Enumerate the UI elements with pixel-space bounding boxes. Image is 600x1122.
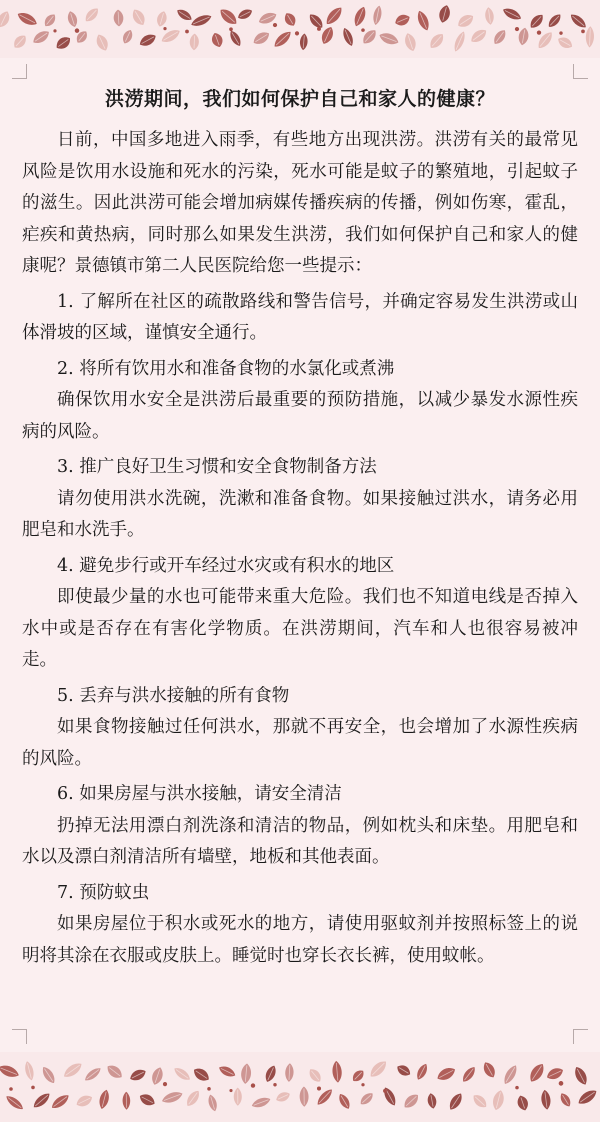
tip-2-body: 确保饮用水安全是洪涝后最重要的预防措施，以减少暴发水源性疾病的风险。 xyxy=(22,390,578,442)
bottom-floral-border xyxy=(0,1052,600,1122)
tip-7-heading: 7. 预防蚊虫 xyxy=(57,882,150,903)
article-title: 洪涝期间，我们如何保护自己和家人的健康？ xyxy=(104,88,495,110)
crop-mark xyxy=(573,1029,588,1044)
crop-mark xyxy=(12,1029,27,1044)
top-floral-border xyxy=(0,0,600,58)
crop-mark xyxy=(12,64,27,79)
tip-2-heading: 2. 将所有饮用水和准备食物的水氯化或煮沸 xyxy=(57,358,395,379)
tip-5-heading: 5. 丢弃与洪水接触的所有食物 xyxy=(57,685,290,706)
leaf-pattern-icon xyxy=(0,1052,600,1122)
article xyxy=(22,84,578,972)
tip-1-heading: 1. 了解所在社区的疏散路线和警告信号，并确定容易发生洪涝或山体滑坡的区域，谨慎安全通行。 xyxy=(22,291,578,343)
tip-6-body: 扔掉无法用漂白剂洗涤和清洁的物品，例如枕头和床垫。用肥皂和水以及漂白剂清洁所有墙壁，地板和其他表面。 xyxy=(22,815,578,867)
tip-4-heading: 4. 避免步行或开车经过水灾或有积水的地区 xyxy=(57,555,395,576)
tip-6-heading: 6. 如果房屋与洪水接触，请安全清洁 xyxy=(57,784,342,804)
intro-paragraph: 日前，中国多地进入雨季，有些地方出现洪涝。洪涝有关的最常见风险是饮用水设施和死水的污染，死水可能是蚊子的繁殖地，引起蚊子的滋生。因此洪涝可能会增加病媒传播疾病的传播，例如伤寒，霍乱，疟疾和黄热病，同时那么如果发生洪涝，我们如何保护自己和家人的健康呢？景德镇市第二人民医院给您一些提示： xyxy=(22,130,578,276)
tip-3-heading: 3. 推广良好卫生习惯和安全食物制备方法 xyxy=(57,457,377,477)
tip-3-body: 请勿使用洪水洗碗，洗漱和准备食物。如果接触过洪水，请务必用肥皂和水洗手。 xyxy=(22,488,578,540)
leaf-pattern-icon xyxy=(0,0,600,58)
tip-5-body: 如果食物接触过任何洪水，那就不再安全，也会增加了水源性疾病的风险。 xyxy=(22,717,578,769)
crop-mark xyxy=(573,64,588,79)
tip-7-body: 如果房屋位于积水或死水的地方，请使用驱蚊剂并按照标签上的说明将其涂在衣服或皮肤上。睡觉时也穿长衣长裤，使用蚊帐。 xyxy=(22,914,578,966)
tip-4-body: 即使最少量的水也可能带来重大危险。我们也不知道电线是否掉入水中或是否存在有害化学物质。在洪涝期间，汽车和人也很容易被冲走。 xyxy=(22,587,578,670)
